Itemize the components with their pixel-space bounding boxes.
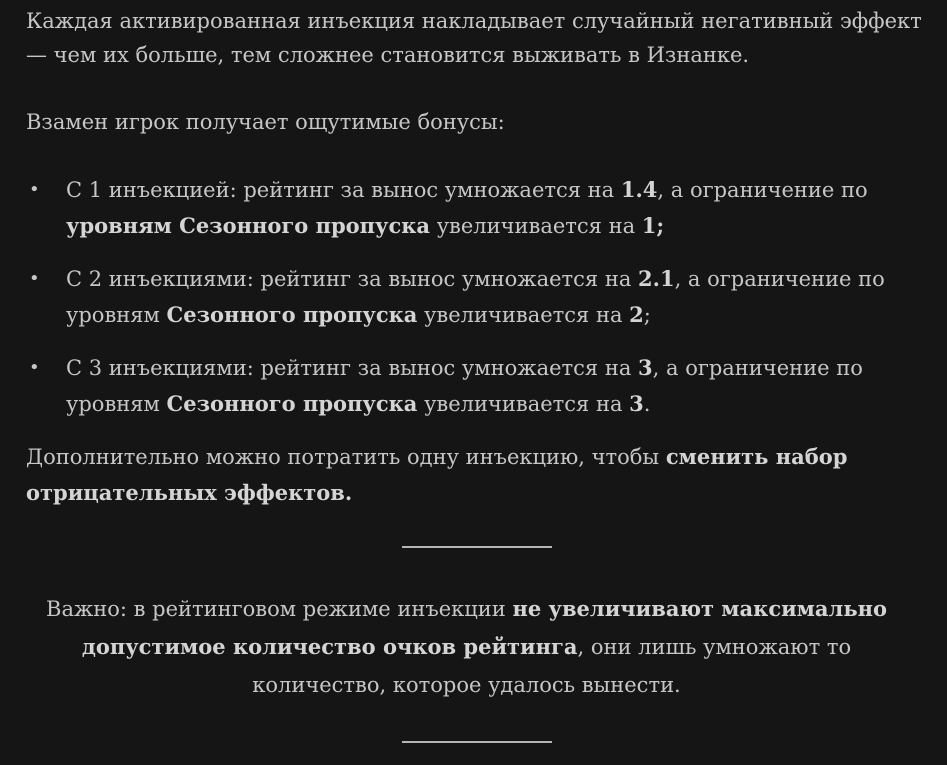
list-item [26, 172, 927, 244]
level-increase: 1; [641, 213, 665, 238]
divider-top [402, 546, 552, 548]
rating-multiplier: 2.1 [638, 266, 675, 291]
bullet-icon: • [29, 179, 40, 200]
item-text: , а ограничение по уровням [66, 356, 863, 416]
bullet-icon: • [29, 357, 40, 378]
item-text: увеличивается на [417, 392, 630, 416]
notice-emphasis: не увеличивают максимально допустимое количество очков рейтинга [81, 596, 887, 659]
item-text: ; [643, 303, 651, 327]
list-item [26, 350, 927, 422]
bullet-icon: • [29, 268, 40, 289]
item-text: увеличивается на [430, 214, 642, 238]
season-pass-label: Сезонного пропуска [166, 391, 418, 416]
rating-multiplier: 3 [638, 355, 653, 380]
list-item [26, 261, 927, 333]
intro-paragraph: Каждая активированная инъекция накладывает случайный негативный эффект — чем их больше, тем сложнее становится выживать в Изнанке. [26, 9, 922, 67]
notice-text: , они лишь умножают то количество, которое удалось вынести. [252, 635, 852, 697]
season-pass-label: уровням Сезонного пропуска [66, 213, 431, 238]
item-text: . [643, 392, 651, 416]
bonus-intro: Взамен игрок получает ощутимые бонусы: [26, 110, 505, 134]
bonus-list [26, 172, 927, 422]
extra-paragraph [26, 439, 927, 511]
rating-multiplier: 1.4 [620, 177, 658, 202]
item-text: С 1 инъекцией: рейтинг за вынос умножается на [66, 178, 621, 202]
level-increase: 2 [629, 302, 644, 327]
notice-text: Важно: в рейтинговом режиме инъекции [46, 597, 513, 621]
item-text: С 3 инъекциями: рейтинг за вынос умножается на [66, 356, 639, 380]
level-increase: 3 [629, 391, 644, 416]
divider-bottom [402, 741, 552, 743]
extra-text: Дополнительно можно потратить одну инъекцию, чтобы [26, 445, 666, 469]
item-text: С 2 инъекциями: рейтинг за вынос умножается на [66, 267, 639, 291]
item-text: увеличивается на [417, 303, 630, 327]
change-effects-text: сменить набор отрицательных эффектов. [26, 444, 848, 505]
important-notice [46, 590, 887, 704]
item-text: , а ограничение по уровням [66, 267, 885, 327]
item-text: , а ограничение по [657, 178, 868, 202]
season-pass-label: Сезонного пропуска [166, 302, 418, 327]
